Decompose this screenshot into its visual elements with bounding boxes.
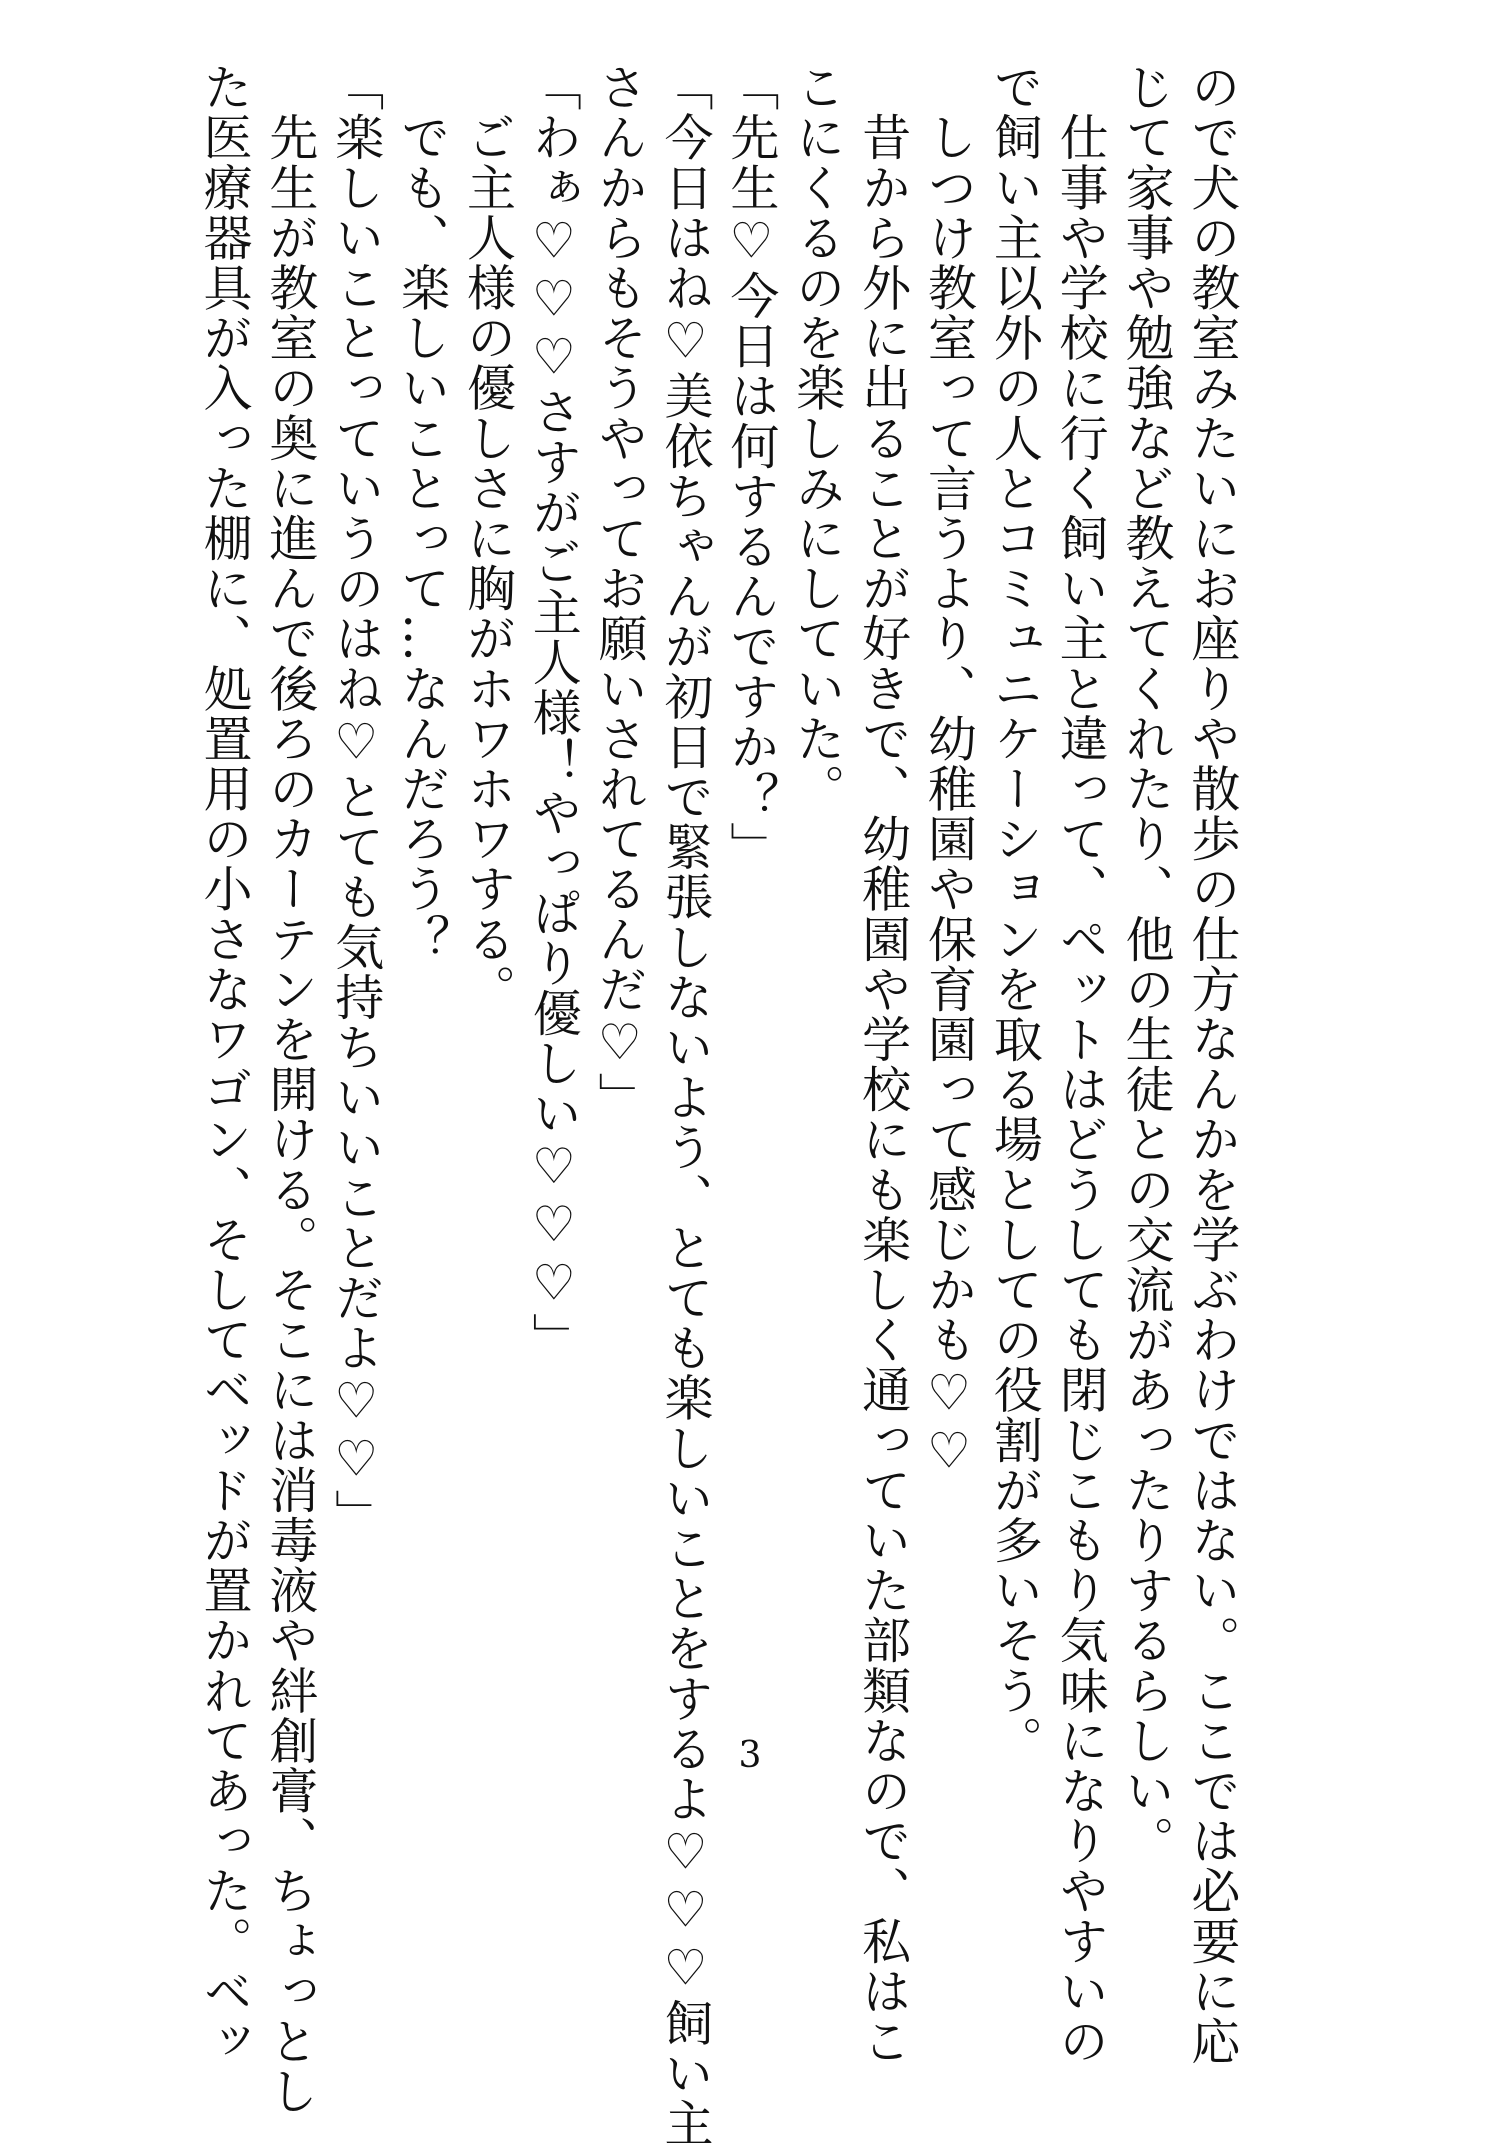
text-line: でも、楽しいことって…なんだろう？ (393, 62, 451, 964)
text-line: た医療器具が入った棚に、処置用の小さなワゴン、そしてベッドが置かれてあった。ベッ (196, 62, 253, 2066)
text-line: 「楽しいことっていうのはね♡とても気持ちいいことだよ♡♡」 (327, 62, 385, 1539)
text-line: ご主人様の優しさに胸がホワホワする。 (459, 62, 517, 1014)
text-line: で飼い主以外の人とコミュニケーションを取る場としての役割が多いそう。 (986, 62, 1044, 1766)
text-line: 昔から外に出ることが好きで、幼稚園や学校にも楽しく通っていた部類なので、私はこ (854, 62, 912, 2066)
text-line: 「わぁ♡♡♡さすがご主人様！やっぱり優しい♡♡♡」 (525, 62, 583, 1363)
text-line: 「今日はね♡美依ちゃんが初日で緊張しないよう、とても楽しいことをするよ♡♡♡飼い主 (657, 62, 715, 2148)
text-line: さんからもそうやってお願いされてるんだ♡」 (591, 62, 649, 1123)
page-number: 3 (738, 1735, 762, 1776)
text-line: 「先生♡今日は何するんですか？」 (722, 62, 780, 872)
text-line: 仕事や学校に行く飼い主と違って、ペットはどうしても閉じこもり気味になりやすいの (1052, 62, 1110, 2066)
text-line: こにくるのを楽しみにしていた。 (788, 62, 846, 814)
text-line: 先生が教室の奥に進んで後ろのカーテンを開ける。そこには消毒液や絆創膏、ちょっとし (261, 62, 319, 2117)
text-line: しつけ教室って言うより、幼稚園や保育園って感じかも♡♡ (920, 62, 978, 1481)
vertical-text-body (196, 62, 1241, 2148)
text-line: ので犬の教室みたいにお座りや散歩の仕方なんかを学ぶわけではない。ここでは必要に応 (1183, 62, 1241, 2066)
text-line: じて家事や勉強など教えてくれたり、他の生徒との交流があったりするらしい。 (1118, 62, 1176, 1866)
